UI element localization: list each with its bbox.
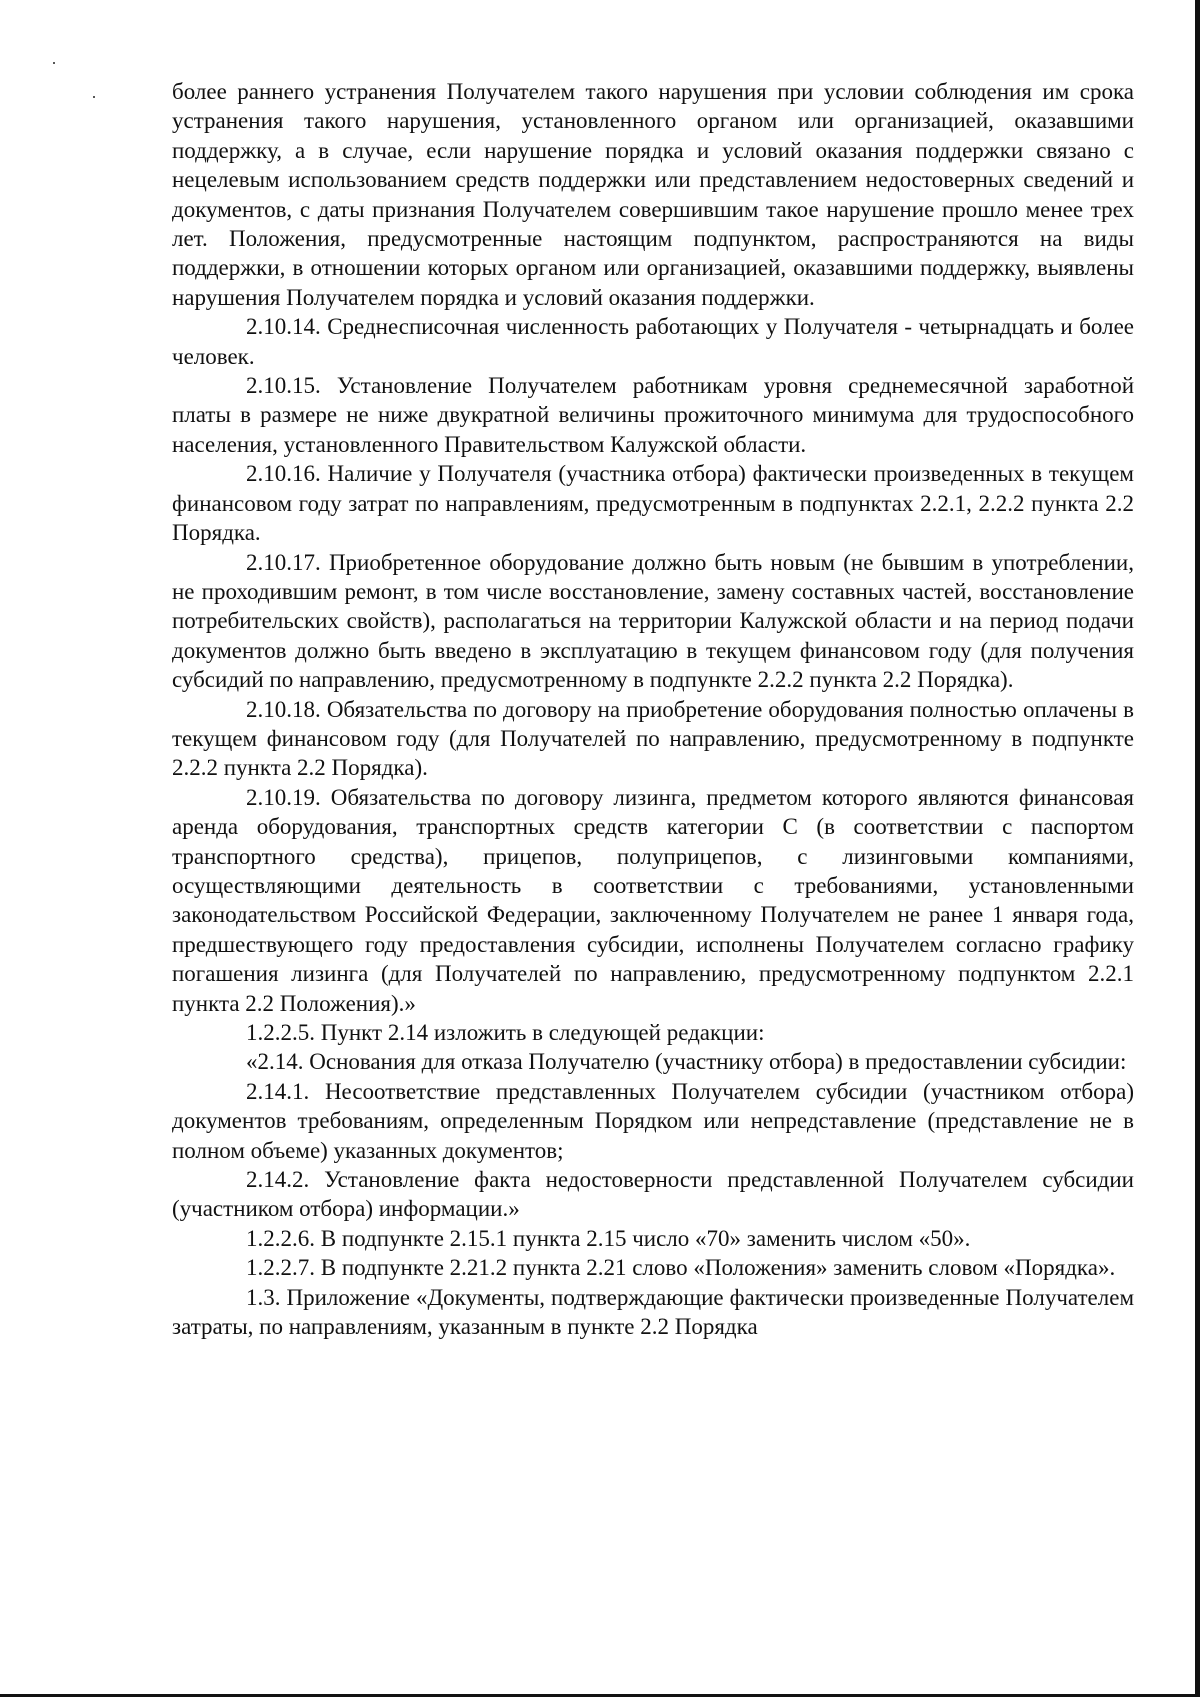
paragraph-1-2-2-5: 1.2.2.5. Пункт 2.14 изложить в следующей редакции:: [246, 1020, 765, 1045]
paragraph-2-14-1: 2.14.1. Несоответствие представленных Получателем субсидии (участником отбора) документов требованиям, определенным Порядком или непредставление (представление не в полном объеме) указанных документов;: [172, 1078, 1134, 1163]
paragraph-2-14-2: 2.14.2. Установление факта недостоверности представленной Получателем субсидии (участником отбора) информации.»: [172, 1167, 1134, 1222]
paragraph-2-14: «2.14. Основания для отказа Получателю (участнику отбора) в предоставлении субсидии:: [246, 1049, 1127, 1075]
scan-speck: [93, 96, 95, 98]
paragraph-continuation: более раннего устранения Получателем такого нарушения при условии соблюдения им срока устранения такого нарушения, установленного органом или организацией, оказавшими поддержку, а в случае, если нарушение порядка и условий оказания поддержки связано с нецелевым использованием средств поддержки или представлением недостоверных сведений и документов, с даты признания Получателем совершившим такое нарушение прошло менее трех лет. Положения, предусмотренные настоящим подпунктом, распространяются на виды поддержки, в отношении которых органом или организацией, оказавшими поддержку, выявлены нарушения Получателем порядка и условий оказания поддержки.: [172, 79, 1134, 310]
paragraph-2-10-19: 2.10.19. Обязательства по договору лизинга, предметом которого являются финансовая аренда оборудования, транспортных средств категории С (в соответствии с паспортом транспортного средства), прицепов, полуприцепов, с лизинговыми компаниями, осуществляющими деятельность в соответствии с требованиями, установленными законодательством Российской Федерации, заключенному Получателем не ранее 1 января года, предшествующего году предоставления субсидии, исполнены Получателем согласно графику погашения лизинга (для Получателей по направлению, предусмотренному подпунктом 2.2.1 пункта 2.2 Положения).»: [172, 784, 1134, 1016]
paragraph-1-2-2-7: 1.2.2.7. В подпункте 2.21.2 пункта 2.21 слово «Положения» заменить словом «Порядка».: [246, 1255, 1116, 1281]
paragraph-2-10-14: 2.10.14. Среднесписочная численность работающих у Получателя - четырнадцать и более человек.: [172, 314, 1134, 369]
paragraph-1-3: 1.3. Приложение «Документы, подтверждающие фактически произведенные Получателем затраты, по направлениям, указанным в пункте 2.2 Порядка: [172, 1284, 1134, 1340]
scan-right-edge: [1195, 0, 1200, 1697]
paragraph-2-10-17: 2.10.17. Приобретенное оборудование должно быть новым (не бывшим в употреблении, не проходившим ремонт, в том числе восстановление, замену составных частей, восстановление потребительских свойств), располагаться на территории Калужской области и на период подачи документов должно быть введено в эксплуатацию в текущем финансовом году (для получения субсидий по направлению, предусмотренному в подпункте 2.2.2 пункта 2.2 Порядка).: [172, 549, 1134, 693]
paragraph-2-10-18: 2.10.18. Обязательства по договору на приобретение оборудования полностью оплачены в текущем финансовом году (для Получателей по направлению, предусмотренному в подпункте 2.2.2 пункта 2.2 Порядка).: [172, 696, 1134, 781]
paragraph-1-2-2-6: 1.2.2.6. В подпункте 2.15.1 пункта 2.15 число «70» заменить числом «50».: [246, 1225, 971, 1251]
document-body: [172, 77, 1134, 1341]
paragraph-2-10-15: 2.10.15. Установление Получателем работникам уровня среднемесячной заработной платы в размере не ниже двукратной величины прожиточного минимума для трудоспособного населения, установленного Правительством Калужской области.: [172, 373, 1134, 457]
paragraph-2-10-16: 2.10.16. Наличие у Получателя (участника отбора) фактически произведенных в текущем финансовом году затрат по направлениям, предусмотренным в подпунктах 2.2.1, 2.2.2 пункта 2.2 Порядка.: [172, 461, 1134, 546]
scan-speck: [53, 62, 55, 64]
